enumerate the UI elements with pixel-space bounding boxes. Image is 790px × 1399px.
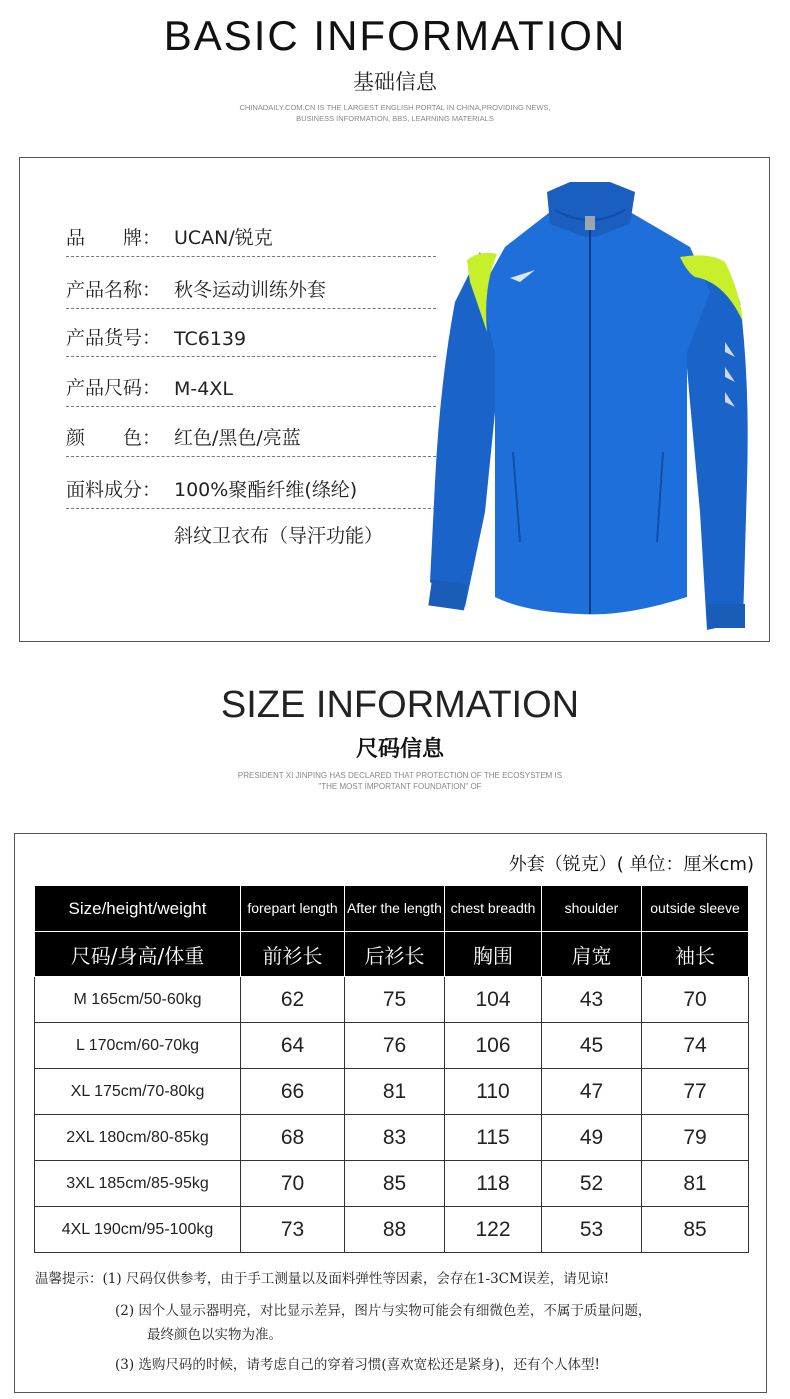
table-cell: 70	[642, 977, 749, 1023]
info-row-color	[66, 416, 436, 457]
table-cell: 115	[445, 1115, 542, 1161]
size-title-cn: 尺码信息	[355, 737, 444, 762]
table-cell: 66	[241, 1069, 345, 1115]
table-cell: 45	[542, 1023, 642, 1069]
table-row	[35, 1207, 749, 1253]
table-cell: 88	[345, 1207, 445, 1253]
header-cell: 胸围	[445, 932, 542, 977]
basic-title-cn: 基础信息	[353, 70, 437, 94]
table-cell: 52	[542, 1161, 642, 1207]
table-cell: XL 175cm/70-80kg	[35, 1069, 241, 1115]
table-cell: 70	[241, 1161, 345, 1207]
table-cell: 2XL 180cm/80-85kg	[35, 1115, 241, 1161]
basic-title-en: BASIC INFORMATION	[163, 12, 627, 59]
info-label: 产品货号：	[66, 327, 162, 349]
table-row	[35, 1115, 749, 1161]
table-cell: 106	[445, 1023, 542, 1069]
header-cell: 后衫长	[345, 932, 445, 977]
table-cell: 53	[542, 1207, 642, 1253]
notes	[35, 1268, 765, 1388]
table-cell: 43	[542, 977, 642, 1023]
table-row	[35, 1069, 749, 1115]
table-cell: 49	[542, 1115, 642, 1161]
note-line-2: (2) 因个人显示器明亮，对比显示差异，图片与实物可能会有细微色差，不属于质量问题，	[115, 1303, 652, 1319]
header-cell: After the length	[345, 886, 445, 932]
header-cell: Size/height/weight	[35, 886, 241, 932]
table-cell: 3XL 185cm/85-95kg	[35, 1161, 241, 1207]
note-line-3: 最终颜色以实物为准。	[147, 1327, 282, 1343]
size-title-en: SIZE INFORMATION	[220, 684, 580, 726]
table-cell: 73	[241, 1207, 345, 1253]
table-cell: 77	[642, 1069, 749, 1115]
info-row-name	[66, 268, 436, 309]
header-cell: shoulder	[542, 886, 642, 932]
size-subtitle	[0, 770, 790, 792]
table-cell: L 170cm/60-70kg	[35, 1023, 241, 1069]
basic-subtitle	[0, 102, 790, 124]
info-value: 秋冬运动训练外套	[174, 279, 327, 301]
table-cell: 122	[445, 1207, 542, 1253]
info-row-material	[66, 468, 436, 509]
table-cell: 68	[241, 1115, 345, 1161]
table-cell: 74	[642, 1023, 749, 1069]
info-row-brand	[66, 216, 436, 257]
info-row-material-2	[66, 514, 436, 554]
unit-note: 外套（锐克）( 单位：厘米cm)	[508, 854, 754, 875]
table-row	[35, 1161, 749, 1207]
info-value: UCAN/锐克	[174, 227, 273, 249]
info-value: TC6139	[174, 328, 247, 350]
table-header-cn	[35, 932, 749, 977]
header-cell: outside sleeve	[642, 886, 749, 932]
jacket-image	[425, 182, 755, 637]
size-table	[34, 885, 749, 1253]
table-cell: 62	[241, 977, 345, 1023]
note-line-4: (3) 选购尺码的时候，请考虑自己的穿着习惯(喜欢宽松还是紧身)，还有个人体型!	[115, 1357, 600, 1373]
info-value: M-4XL	[174, 378, 233, 400]
table-cell: 81	[642, 1161, 749, 1207]
info-label: 品 牌：	[66, 227, 162, 249]
info-value: 100%聚酯纤维(绦纶)	[174, 479, 358, 501]
basic-subtitle-line1: CHINADAILY.COM.CN IS THE LARGEST ENGLISH PORTAL IN CHINA,PROVIDING NEWS,	[239, 103, 551, 112]
table-row	[35, 977, 749, 1023]
table-cell: 85	[642, 1207, 749, 1253]
header-cell: 袖长	[642, 932, 749, 977]
table-cell: 75	[345, 977, 445, 1023]
table-cell: 118	[445, 1161, 542, 1207]
header-cell: 肩宽	[542, 932, 642, 977]
info-value: 红色/黑色/亮蓝	[174, 427, 301, 449]
table-cell: 47	[542, 1069, 642, 1115]
note-line-1: 温馨提示：(1) 尺码仅供参考，由于手工测量以及面料弹性等因素，会存在1-3CM误差，请见谅!	[35, 1271, 610, 1287]
table-cell: 83	[345, 1115, 445, 1161]
header-cell: 前衫长	[241, 932, 345, 977]
info-label: 产品尺码：	[66, 377, 162, 399]
header-cell: chest breadth	[445, 886, 542, 932]
table-cell: 76	[345, 1023, 445, 1069]
table-row	[35, 1023, 749, 1069]
table-cell: 79	[642, 1115, 749, 1161]
basic-subtitle-line2: BUSINESS INFORMATION, BBS, LEARNING MATERIALS	[296, 114, 494, 123]
table-cell: 85	[345, 1161, 445, 1207]
table-cell: 81	[345, 1069, 445, 1115]
size-subtitle-line2: "THE MOST IMPORTANT FOUNDATION" OF	[318, 782, 482, 791]
info-label: 颜 色：	[66, 427, 162, 449]
table-cell: 64	[241, 1023, 345, 1069]
table-cell: 110	[445, 1069, 542, 1115]
header-cell: 尺码/身高/体重	[35, 932, 241, 977]
table-header-en	[35, 886, 749, 932]
table-cell: M 165cm/50-60kg	[35, 977, 241, 1023]
size-subtitle-line1: PRESIDENT XI JINPING HAS DECLARED THAT PROTECTION OF THE ECOSYSTEM IS	[237, 771, 563, 780]
info-row-sku	[66, 316, 436, 357]
info-row-size	[66, 366, 436, 407]
info-label: 产品名称：	[66, 279, 162, 301]
info-value: 斜纹卫衣布（导汗功能）	[174, 525, 384, 547]
table-cell: 4XL 190cm/95-100kg	[35, 1207, 241, 1253]
info-label: 面料成分：	[66, 479, 162, 501]
header-cell: forepart length	[241, 886, 345, 932]
table-cell: 104	[445, 977, 542, 1023]
jacket-body	[480, 202, 710, 614]
